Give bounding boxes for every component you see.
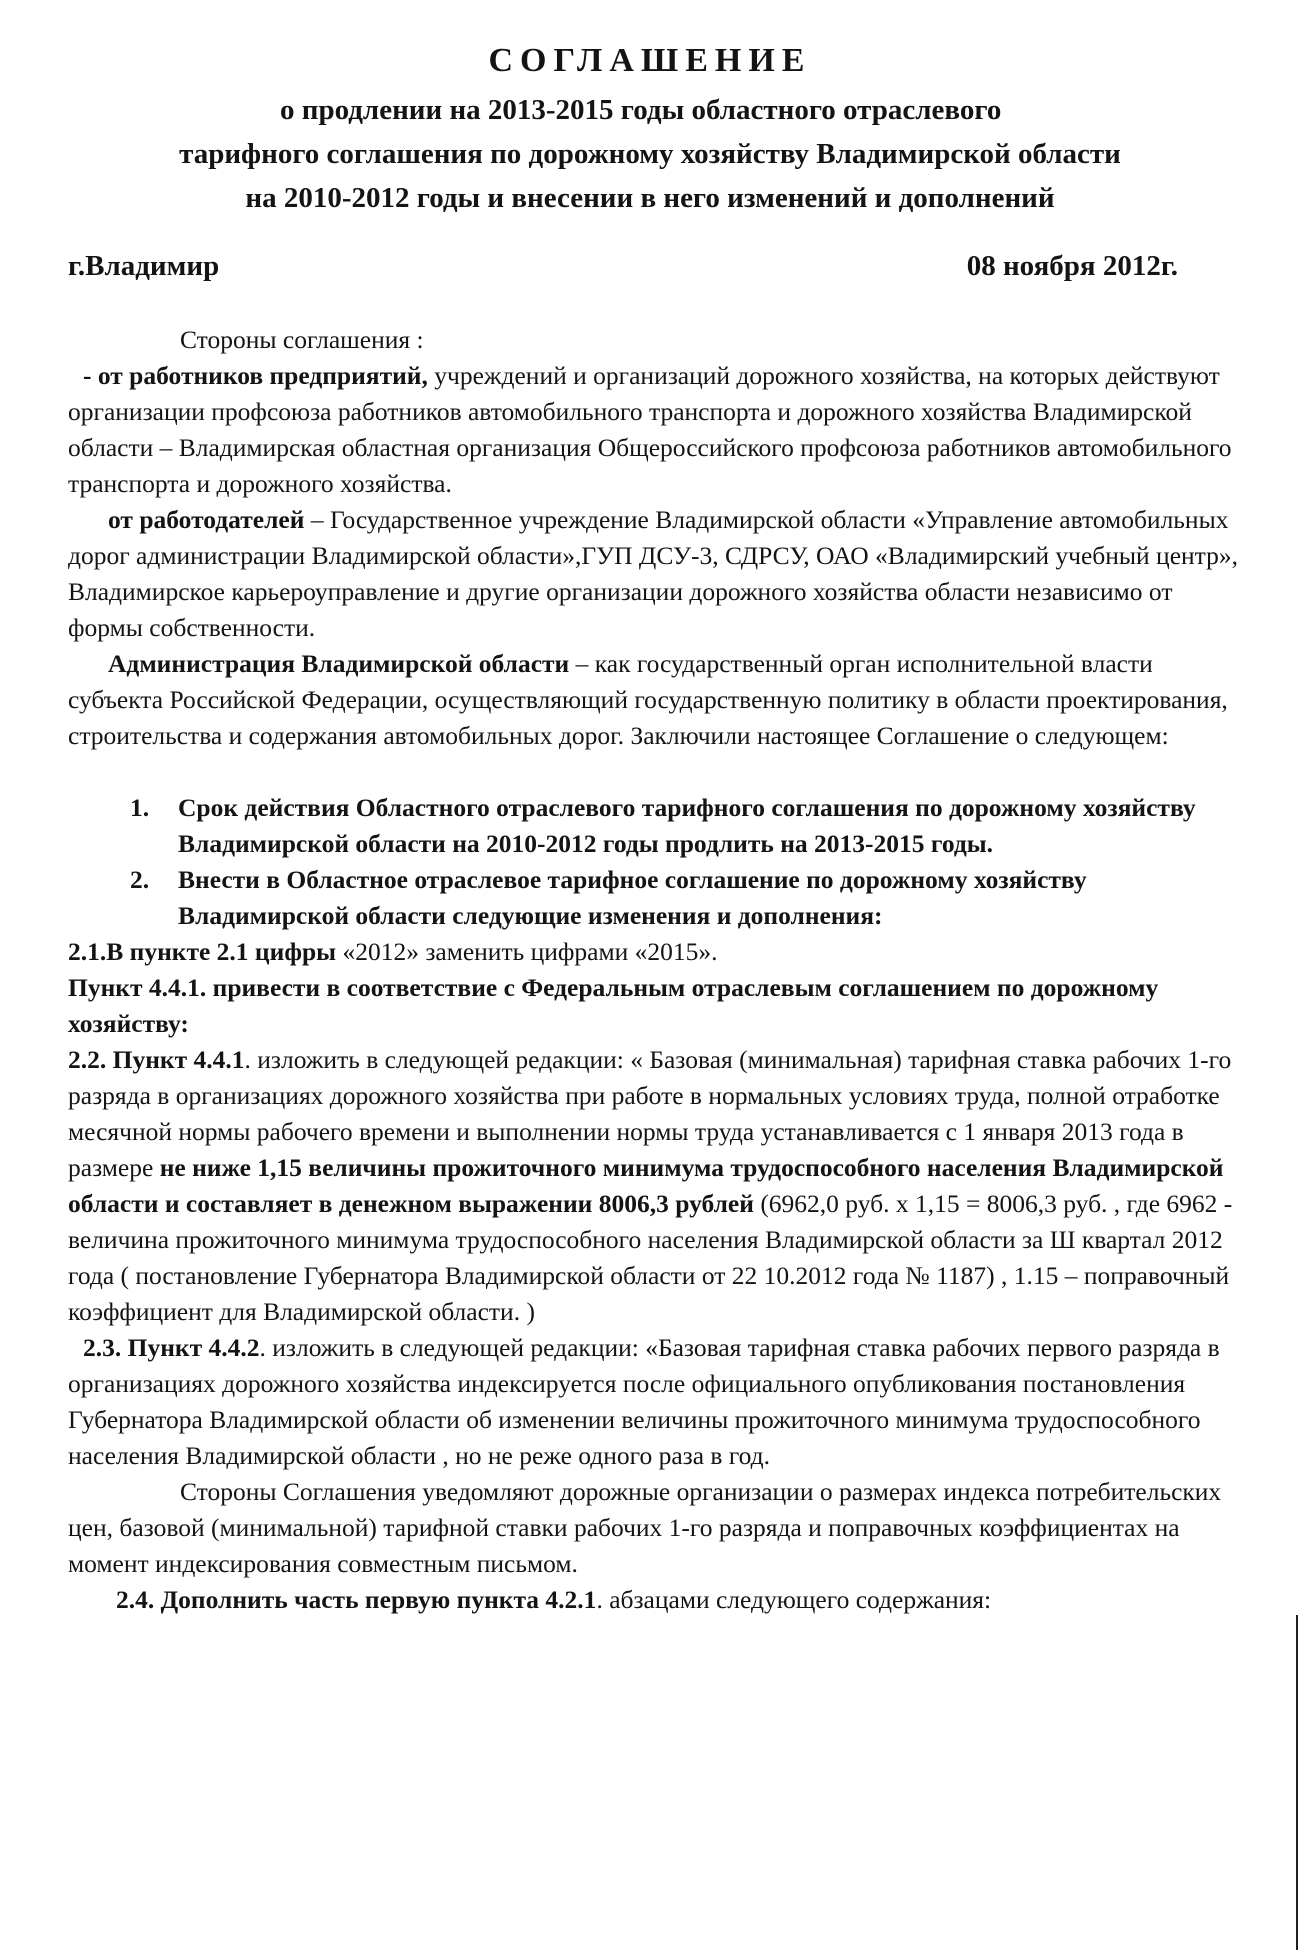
document-place: г.Владимир	[68, 250, 220, 282]
employers-text: – Государственное учреждение Владимирской области «Управление автомобильных дорог администрации Владимирской области»,ГУП ДСУ-3, СДРСУ, ОАО «Владимирский учебный центр», Владимирское карьероуправление и другие организации дорожного хозяйства области независимо от формы собственности.	[68, 505, 1238, 642]
parties-intro: Стороны соглашения :	[180, 325, 424, 354]
p22-text: . изложить в следующей редакции: « Базовая (минимальная) тарифная ставка рабочих 1-го разряда в организациях дорожного хозяйства при работе в нормальных условиях труда, полной отработке месячной нормы рабочего времени и выполнении нормы труда устанавливается с 1 января 2013 года в размере	[68, 1045, 1232, 1182]
paragraph-2-1	[68, 934, 1243, 970]
item-2-text: Внести в Областное отраслевое тарифное соглашение по дорожному хозяйству Владимирской области следующие изменения и дополнения:	[178, 865, 1087, 930]
admin-lead: Администрация Владимирской области	[108, 649, 570, 678]
p22-bold: не ниже 1,15 величины прожиточного минимума трудоспособного населения Владимирской области и составляет в денежном выражении 8006,3 рублей	[68, 1153, 1224, 1218]
paragraph-4-4-1-note: Пункт 4.4.1. привести в соответствие с Федеральным отраслевым соглашением по дорожному хозяйству:	[68, 973, 1159, 1038]
paragraph-2-3	[68, 1330, 1243, 1474]
p24-lead: 2.4. Дополнить часть первую пункта 4.2.1	[116, 1585, 597, 1614]
paragraph-2-4	[68, 1582, 1243, 1618]
item-2-number: 2.	[130, 865, 150, 894]
item-1	[68, 790, 1243, 862]
p24-text: . абзацами следующего содержания:	[596, 1585, 992, 1614]
p21-text: «2012» заменить цифрами «2015».	[336, 937, 718, 966]
employers-lead: от работодателей	[108, 505, 305, 534]
paragraph-administration	[68, 646, 1243, 754]
workers-text: учреждений и организаций дорожного хозяйства, на которых действуют организации профсоюза работников автомобильного транспорта и дорожного хозяйства Владимирской области – Владимирская областная организация Общероссийского профсоюза работников автомобильного транспорта и дорожного хозяйства.	[68, 361, 1232, 498]
p23-lead: 2.3. Пункт 4.4.2	[83, 1333, 260, 1362]
paragraph-2-2	[68, 1042, 1243, 1330]
paragraph-notice: Стороны Соглашения уведомляют дорожные организации о размерах индекса потребительских цен, базовой (минимальной) тарифной ставки рабочих 1-го разряда и поправочных коэффициентах на момент индексирования совместным письмом.	[68, 1477, 1222, 1578]
subtitle-line-1: о продлении на 2013-2015 годы областного отраслевого	[280, 94, 1002, 126]
paragraph-workers	[68, 358, 1243, 502]
document-subtitle	[60, 88, 1240, 220]
p22-tail: (6962,0 руб. х 1,15 = 8006,3 руб. , где 6962 - величина прожиточного минимума трудоспособного населения Владимирской области за Ш квартал 2012 года ( постановление Губернатора Владимирской области от 22 10.2012 года № 1187) , 1.15 – поправочный коэффициент для Владимирской области. )	[68, 1189, 1233, 1326]
scan-edge-line	[1296, 1615, 1298, 1950]
document-title: СОГЛАШЕНИЕ	[488, 42, 812, 79]
document-date: 08 ноября 2012г.	[966, 250, 1178, 282]
document-body	[68, 322, 1243, 1618]
p23-text: . изложить в следующей редакции: «Базовая тарифная ставка рабочих первого разряда в организациях дорожного хозяйства индексируется после официального опубликования постановления Губернатора Владимирской области об изменении величины прожиточного минимума трудоспособного населения Владимирской области , но не реже одного раза в год.	[68, 1333, 1220, 1470]
p21-lead: 2.1.В пункте 2.1 цифры	[68, 937, 337, 966]
subtitle-line-2: тарифного соглашения по дорожному хозяйству Владимирской области	[179, 138, 1121, 170]
workers-lead: - от работников предприятий,	[83, 361, 428, 390]
section-gap	[68, 754, 1243, 790]
paragraph-employers	[68, 502, 1243, 646]
item-1-text: Срок действия Областного отраслевого тарифного соглашения по дорожному хозяйству Владимирской области на 2010-2012 годы продлить на 2013-2015 годы.	[178, 793, 1196, 858]
subtitle-line-3: на 2010-2012 годы и внесении в него изменений и дополнений	[245, 182, 1055, 214]
item-2	[68, 862, 1243, 934]
admin-text: – как государственный орган исполнительной власти субъекта Российской Федерации, осуществляющий государственную политику в области проектирования, строительства и содержания автомобильных дорог. Заключили настоящее Соглашение о следующем:	[68, 649, 1228, 750]
place-date-row	[68, 250, 1178, 283]
item-1-number: 1.	[130, 793, 150, 822]
p22-lead: 2.2. Пункт 4.4.1	[68, 1045, 245, 1074]
